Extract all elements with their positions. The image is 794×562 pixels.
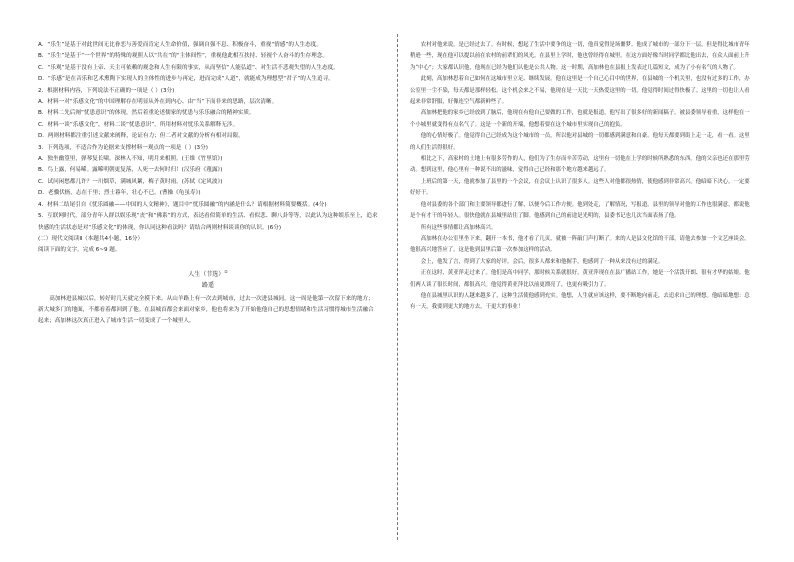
- story-paragraph: 高加林把他的家乡已经放到了脑后，他现在有他自己要做的工作，也就是报道，他写出了很多好的新闻稿子，被县委领导看重，这样他在一个小城里就变得有点名气了。这是一个新的开端，他想着要在这个城市里实现自己的抱负。: [410, 110, 750, 128]
- option-d: D．“乐感”是在音乐和艺术熏陶下实现人的主体性的进步与再定，进而完成“人道”，就能成为理想型“君子”的人生追寻。: [38, 76, 334, 83]
- section-heading: (二）现代文阅读Ⅱ（本题共4小题，16分）: [38, 235, 144, 242]
- q2-option-b: B．材料二先后阐“忧患意识”的体现，然后着重论述儒家的忧患与乐乐融合的精神实质。: [38, 110, 255, 117]
- story-paragraph: 相比之下，高家村的土地上有很多劳作的人，他们为了生存而辛苦劳动，这里有一切他在上学的时候所熟悉的东西。他的父亲也还在那里劳动。想到这里，他心里有一种说不出的滋味，觉得自己已经和那个地方越来越远了。: [410, 156, 750, 174]
- column-divider: [397, 34, 398, 540]
- story-title: [38, 266, 378, 280]
- story-paragraph: 此刻，高加林思着自己如何在这城市里立足、继续发展。他在这里是一个自己心目中的世界，在县城的一个机关里，也没有过多的工作，办公室里一尘不染，每天都是那样轻松。这个机会来之不易，他现在是一天比一天热爱这里的一切。他觉得时间过得快极了。这里的一切也让人看起来非常舒服，好像连空气都新鲜些了。: [410, 76, 750, 106]
- question-4: 4．材料二结尾引自《忧乐圆融——中国的人文精神》，题目中“忧乐圆融”的内涵是什么？请根据材料简要概括。(4分): [38, 201, 327, 208]
- reading-instruction: 阅读下面的文字，完成 6~9 题。: [38, 247, 121, 254]
- story-paragraph: 高加林在办公室里坐下来，翻开一本书，他才看了几页，就被一阵敲门声打断了。来的人是县文化馆的干部，请他去参加一个文艺座谈会。他很高兴地答应了，这是他到县里后第一次参加这样的活动。: [410, 235, 750, 254]
- story-title-text: 人生（节选）: [188, 270, 225, 278]
- q2-option-d: D．两则材料都注重引述文献来阐释，论证有力；但二者对文献的分析有相对局限。: [38, 133, 244, 140]
- question-2: 2．根据材料内容，下列说法不正确的一项是（ ）(3分): [38, 87, 175, 94]
- option-b: B．“乐生”是基于“一个世界”的特殊的观照人以“共在”的“主体间性”，重视他此相互扶持、轻视个人奋斗的生存理念。: [38, 53, 328, 60]
- story-paragraph: 会上，他发了言，得到了大家的好评。会后，很多人都来和他握手，他感到了一种从来没有过的满足。: [420, 258, 664, 265]
- story-paragraph: 他对县委的各个部门和主要领导都进行了解，以便今后工作方便。他到处走，了解情况，写报道。县里的领导对他的工作也很满意，都说他是个有才干的年轻人。很快他就在县城里站住了脚。他感到自己的前途是光明的，县委书记也几次当面表扬了他。: [410, 201, 750, 220]
- right-column: [410, 40, 750, 314]
- story-paragraph: 所有这些事情都让高加林高兴。: [420, 224, 497, 231]
- question-3: 3．下列选项，不适合作为论据来支撑材料一观点的一项是（ ）(3分): [38, 144, 208, 151]
- story-paragraph: 正在这时，黄亚萍走过来了。他们是高中同学，那时候关系就很好。黄亚萍现在在县广播站工作，她是一个活泼开朗、很有才华的姑娘。他们两人谈了很长时间，都很高兴。他觉得黄亚萍比以前更漂亮了，也更有吸引力了。: [410, 270, 750, 288]
- option-a: A．“乐生”是基于对此世间无比眷恋与善爱而肯定人生命价值，强调自强不息、积极奋斗，重视“情感”的人生态度。: [38, 42, 322, 48]
- q3-option-a: A．独坐幽篁里，弹琴复长啸。深林人不知，明月来相照。(王维《竹里馆》): [38, 156, 223, 163]
- story-paragraph: 上班后的第一天，他就参加了县里的一个会议，在会议上认识了很多人。这些人对他都很热情，使他感到非常高兴。他暗暗下决心，一定要好好干。: [410, 178, 750, 197]
- q2-option-a: A．材料一对“乐感文化”的中国理解存在明显从外在到内心、由“当”下而非来的思路，层次清晰。: [38, 99, 278, 106]
- story-paragraph: 农村对他来说，是已经过去了。有时候，想起了生活中要争的这一切，他真觉得是场噩梦。他成了城市的一部分下一层，但是得比城市青年稍逊一些，现在他可以提以前在农村的前辈们的风光。在县里上学时，他也曾经得在城里。在这方面好像当时同学都比他出去，在众人面前上升为“中心”；大家都认识他，他现在已经为他们认他是公共人物。这一时期，高加林也在县报上发表过几篇短文，成为了小有名气的人物了。: [410, 42, 750, 71]
- q3-option-c: C．试问闲愁都几许？一川烟草，满城风絮，梅子黄时雨。(苏轼《定风波》): [38, 178, 223, 185]
- story-paragraph: 他的心情好极了。他觉得自己已经成为这个城市的一员，所以他对县城的一切都感到满意和自豪。他每天都要到街上走一走，看一看。这里的人们生活得很好。: [410, 133, 750, 151]
- left-column: [38, 40, 378, 328]
- q3-option-b: B．鸟上露，何易晞。露晞明朝更复落，人死一去何时归！(汉乐府《薤露》): [38, 167, 223, 174]
- q3-option-d: D．老骥伏枥，志在千里；烈士暮年，壮心不已。(曹操《龟虽寿》): [38, 190, 201, 197]
- title-footnote-mark: ①: [224, 268, 228, 274]
- story-paragraph: 他在县城里认识的人越来越多了，这种生活使他感到充实。他想，人生就应该这样，要不断地向前走，去追求自己的理想。他暗暗地想：总有一天，我要到更大的地方去，干更大的事业！: [410, 292, 750, 311]
- question-5: 5．互联网时代，部分青年人群以娱乐现“丧”和“佛系”的方式，表达看似简单的生活、看似悲、聊八卦等等，以此认为这种娱乐至上，追求快感的生活状态是对“乐感文化”的体现，你认同这种看法吗？请结合两则材料谈谈你的认识。(6分): [38, 213, 378, 231]
- story-paragraph: 高加林进县城以后，转好时几天就完全摸下来。从山羊路上有一次去到城市，过去一次进县城同，这一周是他第一次留下来的地方；新大城多门的地面，不都看着都回到了他。在县城首都会来面对家乡，他也将来为了开始他他自己的思想情绪和生活习惯得城市生活融合起来；高加林这次真正进入了城市生活一切变成了一个城里人。: [38, 295, 374, 325]
- q2-option-c: C．材料一谈“乐感文化”，材料二谈“忧患意识”，所用材料对忧乐关系解释无涉。: [38, 121, 239, 128]
- option-c: C．“乐观”是基于没有上帝、天主可依赖的观念和人生有限的事实，从而坚信“人能弘道”、对生活不悲观失望的人生态度。: [38, 64, 339, 71]
- story-author: 路遥: [201, 282, 214, 290]
